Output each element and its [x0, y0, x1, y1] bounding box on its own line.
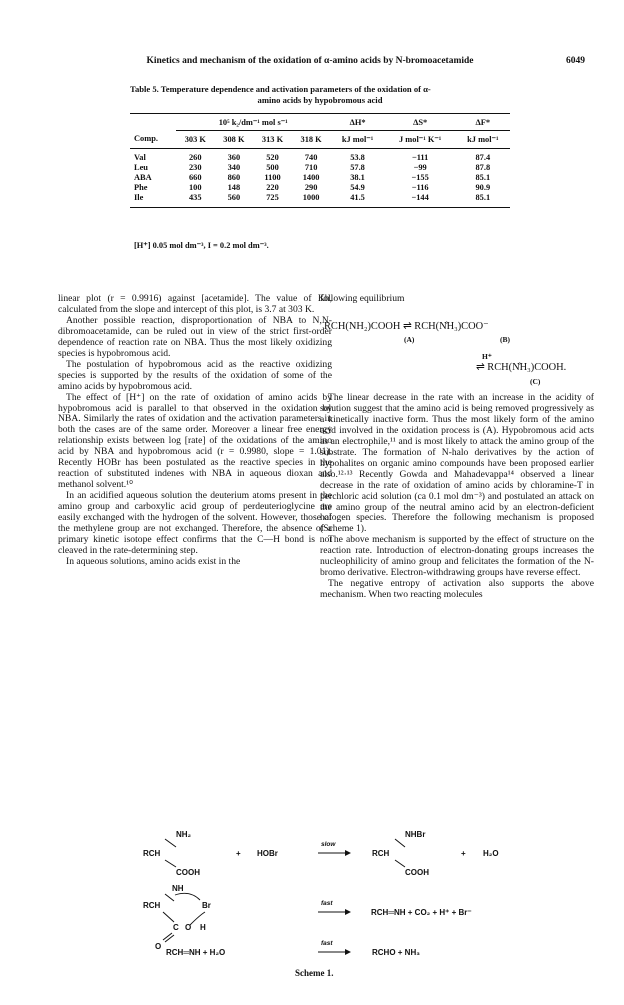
scheme-r1-water: H₂O: [483, 849, 499, 858]
table-group-ds: ΔS*: [385, 114, 456, 131]
bond-line: [395, 860, 405, 867]
cell-k308: 560: [215, 193, 254, 208]
body-paragraph: The linear decrease in the rate with an increase in the acidity of solution suggest that the amino acid is being removed progressively as a kinetically inactive form. Thus the most likely form of the amino acid involved in the oxidation process is (A). Hypobromous acid acts as an electrophile,¹¹ and is most likely to attack the amino group of the substrate. The formation of N-halo derivatives by the action of hypohalites on organic amino compounds have been proposed earlier also.¹²·¹³ Recently Gowda and Mahadevappa¹⁴ observed a linear decrease in the rate of oxidation of amino acids by chloramine-T in perchloric acid solution (ca 0.1 mol dm⁻³) and postulated an attack on the amino group of the neutral amino acid by an electron-deficient halogen species. Therefore the following mechanism is proposed (Scheme 1).: [320, 392, 594, 535]
scheme-r2-br: Br: [202, 901, 211, 910]
body-paragraph: linear plot (r = 0.9916) against [acetamide]. The value of Kh, calculated from the slope and intercept of this plot, is 3.7 at 303 K.: [58, 293, 332, 315]
cell-comp: Leu: [134, 163, 148, 172]
running-header-title: Kinetics and mechanism of the oxidation of α-amino acids by N-bromoacetamide: [146, 56, 474, 66]
cell-k308: 340: [227, 163, 241, 172]
scheme-r1-plus-2: +: [461, 849, 466, 858]
cell-k313: 220: [266, 183, 279, 192]
table-row: [130, 163, 510, 173]
scheme-r1-cooh-product: COOH: [405, 868, 429, 877]
body-paragraph: following equilibrium: [320, 293, 405, 304]
electron-arrow: [175, 893, 200, 900]
table-caption-line1: Table 5. Temperature dependence and activation parameters of the oxidation of α-: [130, 84, 431, 94]
body-paragraph: The negative entropy of activation also supports the above mechanism. When two reacting molecules: [320, 578, 594, 601]
table-group-dh: ΔH*: [330, 114, 384, 131]
scheme-r2-o: O: [185, 923, 192, 932]
cell-dh: 38.1: [350, 173, 365, 182]
scheme-r1-rch-product: RCH: [372, 849, 390, 858]
scheme-r1-hobr: HOBr: [257, 849, 278, 858]
table-caption: [130, 84, 510, 106]
cell-ds: −144: [385, 193, 456, 208]
table-unit-dh: kJ mol⁻¹: [330, 131, 384, 149]
scheme-r1-rch: RCH: [143, 849, 161, 858]
cell-comp: Phe: [134, 183, 148, 192]
cell-k313: 725: [253, 193, 292, 208]
table-col-313: 313 K: [253, 131, 292, 149]
arrow-head: [345, 909, 351, 915]
cell-comp: Val: [134, 153, 146, 162]
cell-k303: 435: [176, 193, 215, 208]
body-paragraph: In aqueous solutions, amino acids exist in the: [66, 555, 241, 567]
table-group-k2: 10⁵ k₂/dm⁻¹ mol s⁻¹: [176, 114, 330, 131]
scheme-r3-reactants: RCH═NH + H₂O: [166, 948, 226, 957]
cell-dh: 57.8: [350, 163, 365, 172]
table-col-308: 308 K: [215, 131, 254, 149]
right-column: [320, 393, 594, 601]
cell-k308: 360: [227, 153, 241, 162]
table-group-df: ΔF*: [456, 114, 510, 131]
scheme-r2-products: RCH═NH + CO₂ + H⁺ + Br⁻: [371, 908, 472, 917]
bond-line: [165, 860, 176, 867]
cell-dh: 53.8: [350, 153, 365, 162]
acid-catalyst-label: H⁺: [482, 352, 492, 361]
cell-k308: 860: [227, 173, 241, 182]
arrow-head: [345, 850, 351, 856]
left-column: [58, 294, 332, 568]
cell-k303: 100: [188, 183, 202, 192]
table-footnote: [H⁺] 0.05 mol dm⁻³, I = 0.2 mol dm⁻³.: [134, 241, 269, 250]
table-col-comp: Comp.: [130, 131, 176, 149]
carbonyl-bond: [165, 935, 174, 942]
table-row: [130, 193, 510, 208]
scheme-r2-arrow-label: fast: [321, 900, 333, 907]
cell-ds: −111: [411, 153, 429, 162]
cell-df: 85.1: [456, 193, 510, 208]
cell-k318: 740: [304, 153, 318, 162]
cell-comp: ABA: [134, 173, 152, 182]
cell-k303: 230: [188, 163, 202, 172]
cell-ds: −99: [413, 163, 427, 172]
cell-df: 90.9: [475, 183, 491, 192]
body-paragraph: In an acidified aqueous solution the deuterium atoms present in the amino group and carboxylic acid group of perdeuterioglycine are easily exchanged with the hydrogen of the solvent. However, those of the methylene group are not exchanged. Therefore, the absence of a primary kinetic isotope effect confirms that the C—H bond is not cleaved in the rate-determining step.: [58, 490, 332, 556]
cell-k318: 290: [304, 183, 318, 192]
cell-k308: 148: [227, 183, 241, 192]
scheme-r3-arrow-label: fast: [321, 940, 333, 947]
table-row: [130, 173, 510, 183]
cell-k318: 710: [304, 163, 318, 172]
bond-line: [165, 894, 174, 901]
scheme-r1-nhbr: NHBr: [405, 830, 426, 839]
equilibrium-equation-2: ⇌ RCH(N̊H₃)COOH.: [476, 362, 567, 373]
table-col-318: 318 K: [292, 131, 331, 149]
body-paragraph: Another possible reaction, disproportionation of NBA to N,N-dibromoacetamide, can be ruled out in view of the strict first-order dependence of reaction rate on NBA. Thus the most likely oxidizing species is hypobromous acid.: [58, 314, 332, 359]
cell-k303: 260: [188, 153, 202, 162]
cell-df: 85.1: [475, 173, 491, 182]
table-unit-ds: J mol⁻¹ K⁻¹: [385, 131, 456, 149]
body-paragraph: The effect of [H⁺] on the rate of oxidation of amino acids by hypobromous acid is parallel to that observed in the oxidation by NBA. Similarly the rates of oxidation and the activation parameters in both the cases are of the same order. Moreover a linear free energy relationship exists between log [rate] of the oxidations of the amino acid by NBA and hypobromous acid (r = 0.9980, slope = 1.01). Recently HOBr has been postulated as the reactive species in the reaction of substituted indenes with NBA in aqueous dioxan and methanol solvent.¹⁰: [58, 391, 332, 491]
species-label-b: (B): [500, 335, 510, 344]
scheme-r2-carbonyl-o: O: [155, 942, 162, 951]
carbonyl-bond: [163, 933, 172, 940]
arrow-head: [345, 949, 351, 955]
table-col-303: 303 K: [176, 131, 215, 149]
cell-k303: 660: [188, 173, 202, 182]
bond-line: [163, 912, 174, 922]
species-label-a: (A): [404, 335, 415, 344]
table-header-spacer: [130, 114, 176, 131]
scheme-r1-cooh: COOH: [176, 868, 200, 877]
body-paragraph: The postulation of hypobromous acid as the reactive oxidizing species is supported by the results of the oxidation of some of the amino acids by hypobromous acid.: [58, 358, 332, 392]
cell-k313: 520: [266, 153, 279, 162]
body-paragraph: The above mechanism is supported by the effect of structure on the reaction rate. Introduction of electron-donating groups increases the nucleophilicity of amino group and felicitates the formation of the N-bromo derivative. Electron-withdrawing groups have reverse effect.: [320, 534, 594, 579]
bond-line: [395, 839, 405, 847]
scheme-r1-arrow-label: slow: [321, 841, 336, 848]
cell-comp: Ile: [130, 193, 176, 208]
cell-dh: 41.5: [330, 193, 384, 208]
scheme-r2-nh: NH: [172, 884, 184, 893]
cell-k313: 500: [266, 163, 279, 172]
bond-line: [165, 839, 176, 847]
cell-k318: 1000: [292, 193, 331, 208]
electron-arrow: [190, 912, 205, 925]
cell-k313: 1100: [264, 173, 281, 182]
activation-parameters-table: [130, 113, 510, 208]
cell-dh: 54.9: [350, 183, 365, 192]
scheme-r2-rch: RCH: [143, 901, 161, 910]
cell-ds: −116: [411, 183, 429, 192]
species-label-c: (C): [530, 377, 541, 386]
table-row: [130, 149, 510, 164]
cell-k318: 1400: [302, 173, 320, 182]
scheme-r3-products: RCHO + NH₃: [372, 948, 420, 957]
scheme-r1-nh2: NH₂: [176, 830, 192, 839]
scheme-r2-c: C: [173, 923, 179, 932]
table-row: [130, 183, 510, 193]
scheme-r2-h: H: [200, 923, 206, 932]
right-column-lead: [320, 294, 594, 305]
equilibrium-equation-1: RCH(NH₂)COOH ⇌ RCH(N̊H₃)COO⁻: [324, 321, 489, 332]
cell-ds: −155: [411, 173, 429, 182]
scheme-r1-plus: +: [236, 849, 241, 858]
scheme-caption: Scheme 1.: [295, 968, 334, 978]
table-caption-line2: amino acids by hypobromous acid: [257, 95, 383, 105]
page-number: 6049: [566, 56, 585, 66]
table-unit-df: kJ mol⁻¹: [456, 131, 510, 149]
cell-df: 87.4: [475, 153, 491, 162]
cell-df: 87.8: [475, 163, 491, 172]
